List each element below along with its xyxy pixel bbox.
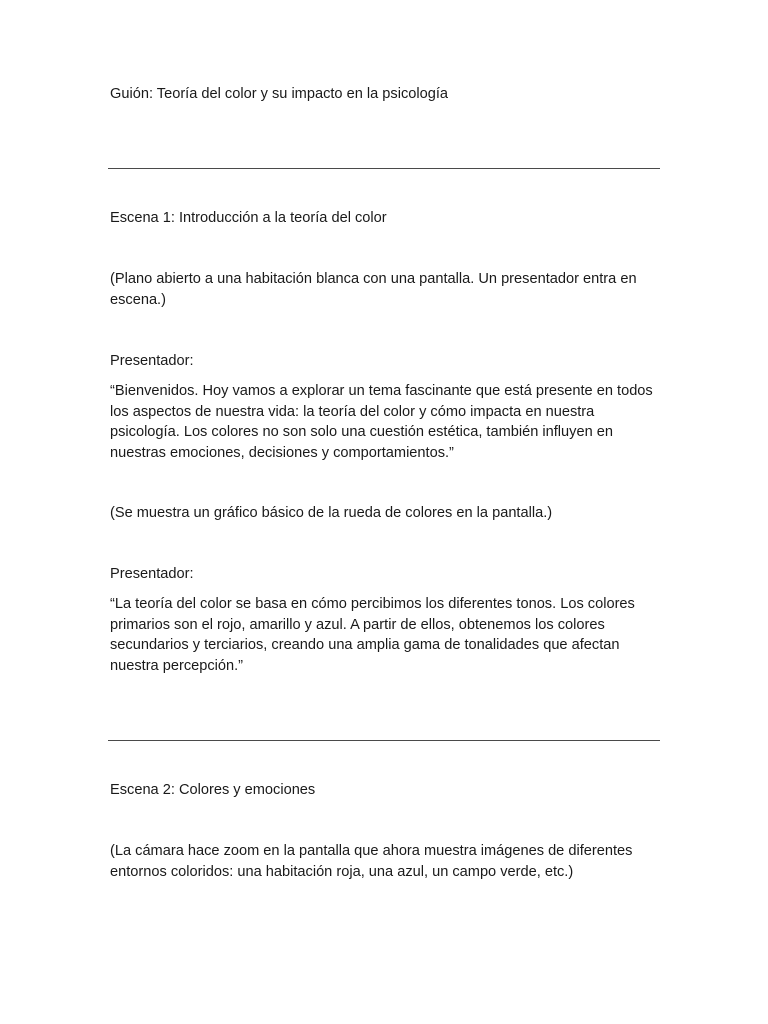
section-divider — [108, 740, 660, 741]
section-divider — [108, 168, 660, 169]
scene-1-heading: Escena 1: Introducción a la teoría del color — [110, 210, 387, 226]
stage-direction: (La cámara hace zoom en la pantalla que ahora muestra imágenes de diferentes entornos coloridos: una habitación roja, una azul, un campo verde, etc.) — [110, 843, 633, 880]
speaker-label: Presentador: — [110, 566, 194, 582]
stage-direction: (Se muestra un gráfico básico de la rueda de colores en la pantalla.) — [110, 505, 553, 521]
stage-direction: (Plano abierto a una habitación blanca con una pantalla. Un presentador entra en escena.) — [110, 271, 637, 308]
dialogue-text: “La teoría del color se basa en cómo percibimos los diferentes tonos. Los colores primarios son el rojo, amarillo y azul. A partir de ellos, obtenemos los colores secundarios y terciarios, creando una amplia gama de tonalidades que afectan nuestra percepción.” — [110, 596, 635, 674]
speaker-label: Presentador: — [110, 353, 194, 369]
dialogue-text: “Bienvenidos. Hoy vamos a explorar un tema fascinante que está presente en todos los aspectos de nuestra vida: la teoría del color y cómo impacta en nuestra psicología. Los colores no son solo una cuestión estética, también influyen en nuestras emociones, decisiones y comportamientos.” — [110, 383, 653, 461]
document-title: Guión: Teoría del color y su impacto en la psicología — [110, 86, 449, 102]
scene-2-heading: Escena 2: Colores y emociones — [110, 782, 316, 798]
